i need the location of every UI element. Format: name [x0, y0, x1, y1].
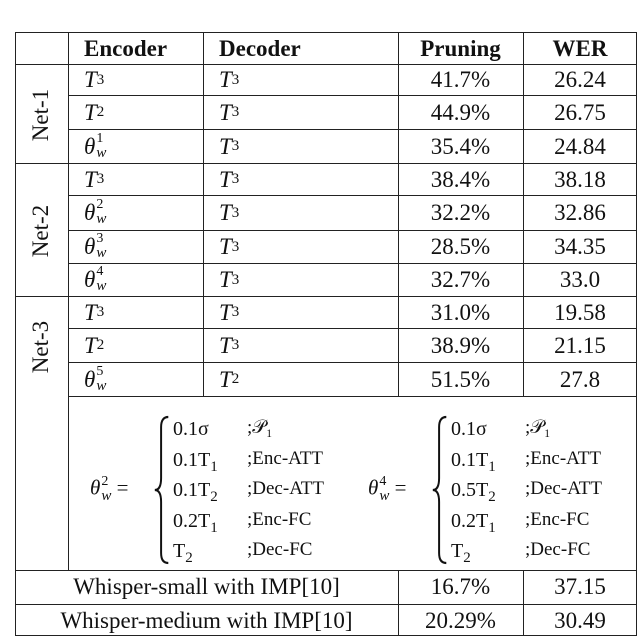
wer-cell: 26.75 [554, 99, 606, 125]
case-coefficient [451, 479, 496, 505]
coefficient-value: 0.1T [451, 448, 489, 471]
case-coefficient [173, 448, 218, 475]
coefficient-subscript: 2 [463, 550, 471, 566]
coefficient-value: 0.1T [173, 479, 211, 501]
wer-cell: 34.35 [554, 234, 606, 259]
case-label: ;Dec-FC [525, 539, 591, 560]
pruning-cell: 35.4% [430, 133, 491, 159]
baseline-wer: 37.15 [554, 574, 606, 599]
case-label: ;𝒫₁ [247, 417, 273, 438]
case-coefficient [173, 509, 218, 536]
encoder-cell: θ 3 w [84, 231, 107, 261]
decoder-cell: T 3 [219, 99, 240, 125]
case-coefficient [451, 448, 496, 475]
encoder-cell: θ 2 w [84, 197, 107, 227]
coefficient-value: T [173, 540, 186, 562]
coefficient-value: T [451, 540, 464, 562]
encoder-cell: T 3 [84, 67, 105, 92]
header-encoder: Encoder [84, 35, 168, 61]
pruning-cell: 51.5% [430, 366, 491, 392]
pruning-cell: 31.0% [430, 299, 491, 325]
baseline-pruning: 20.29% [425, 608, 496, 633]
brace-icon [431, 415, 449, 565]
coefficient-subscript: 1 [210, 458, 218, 475]
coefficient-subscript: 1 [488, 458, 496, 475]
decoder-cell: T 3 [219, 133, 240, 159]
pruning-cell: 38.4% [430, 166, 491, 192]
coefficient-subscript: 2 [210, 489, 218, 505]
baseline-wer: 30.49 [554, 608, 606, 633]
coefficient-value: 0.1T [173, 448, 211, 471]
row-divider [68, 396, 637, 397]
wer-cell: 38.18 [554, 166, 606, 192]
case-label: ;Dec-ATT [525, 478, 603, 499]
wer-cell: 19.58 [554, 299, 606, 325]
decoder-cell: T 3 [219, 67, 240, 92]
coefficient-value: 0.1σ [173, 418, 209, 440]
case-label: ;Enc-ATT [525, 447, 601, 469]
case-label: ;Dec-ATT [247, 478, 325, 499]
encoder-cell: θ 5 w [84, 363, 107, 394]
coefficient-subscript: 1 [488, 519, 496, 536]
coefficient-value: 0.5T [451, 479, 489, 501]
pruning-cell: 38.9% [430, 332, 491, 358]
decoder-cell: T 3 [219, 234, 240, 259]
coefficient-subscript: 1 [210, 519, 218, 536]
formula-lhs: θ 4 w = [368, 474, 407, 504]
encoder-cell: θ 4 w [84, 264, 107, 294]
wer-cell: 32.86 [554, 200, 606, 225]
case-label: ;Dec-FC [247, 539, 313, 560]
encoder-cell: T 3 [84, 299, 105, 325]
coefficient-subscript: 2 [185, 550, 193, 566]
case-coefficient [451, 509, 496, 536]
header-pruning: Pruning [420, 35, 501, 61]
case-label: ;Enc-FC [247, 508, 312, 530]
header-decoder: Decoder [219, 35, 301, 61]
coefficient-value: 0.2T [451, 509, 489, 532]
encoder-cell: T 2 [84, 332, 105, 358]
brace-icon [153, 415, 171, 565]
encoder-cell: T 3 [84, 166, 105, 192]
case-coefficient [451, 418, 487, 440]
decoder-cell: T 3 [219, 200, 240, 225]
encoder-cell: T 2 [84, 99, 105, 125]
group-label: Net-1 [28, 88, 53, 141]
formula-lhs: θ 2 w = [90, 474, 129, 504]
case-label: ;Enc-FC [525, 508, 590, 530]
pruning-cell: 32.7% [430, 267, 491, 292]
encoder-cell: θ 1 w [84, 130, 107, 161]
coefficient-subscript: 2 [488, 489, 496, 505]
baseline-pruning: 16.7% [430, 574, 491, 599]
coefficient-value: 0.1σ [451, 418, 487, 440]
wer-cell: 21.15 [554, 332, 606, 358]
wer-cell: 33.0 [559, 267, 601, 292]
column-divider [398, 570, 399, 636]
wer-cell: 26.24 [554, 67, 606, 92]
pruning-cell: 44.9% [430, 99, 491, 125]
case-label: ;Enc-ATT [247, 447, 323, 469]
column-divider [523, 570, 524, 636]
group-label: Net-2 [28, 204, 53, 257]
case-coefficient [173, 540, 193, 566]
coefficient-value: 0.2T [173, 509, 211, 532]
decoder-cell: T 3 [219, 166, 240, 192]
group-label: Net-3 [28, 320, 53, 374]
decoder-cell: T 3 [219, 267, 240, 292]
wer-cell: 27.8 [559, 366, 601, 392]
decoder-cell: T 3 [219, 299, 240, 325]
decoder-cell: T 3 [219, 332, 240, 358]
pruning-cell: 32.2% [430, 200, 491, 225]
case-coefficient [451, 540, 471, 566]
pruning-cell: 28.5% [430, 234, 491, 259]
case-coefficient [173, 418, 209, 440]
header-wer: WER [552, 35, 608, 61]
case-label: ;𝒫₁ [525, 417, 551, 438]
decoder-cell: T 2 [219, 366, 240, 392]
baseline-name: Whisper-medium with IMP[10] [60, 608, 353, 633]
case-coefficient [173, 479, 218, 505]
pruning-cell: 41.7% [430, 67, 491, 92]
wer-cell: 24.84 [554, 133, 606, 159]
baseline-name: Whisper-small with IMP[10] [73, 574, 340, 599]
